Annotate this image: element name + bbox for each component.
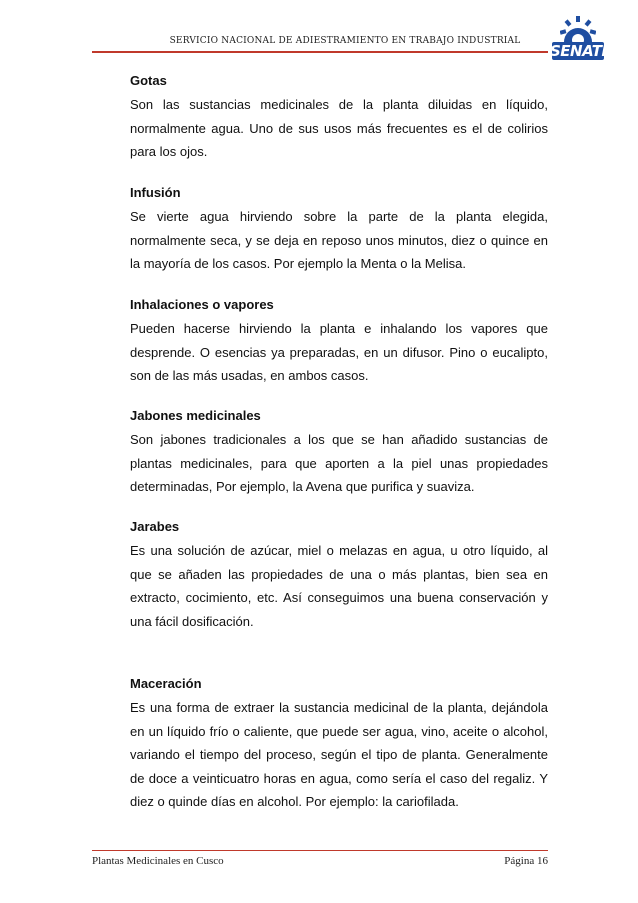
section-body: Son las sustancias medicinales de la planta diluidas en líquido, normalmente agua. Uno de sus usos más frecuentes es el de colirios para los ojos.: [130, 97, 548, 159]
section-title: Jabones medicinales: [130, 408, 261, 423]
section-title: Gotas: [130, 73, 167, 88]
section-gotas: [130, 72, 548, 164]
section-title: Maceración: [130, 676, 202, 691]
section-body: Es una solución de azúcar, miel o melazas en agua, u otro líquido, al que se añaden las propiedades de una o más plantas, bien sea en extracto, cocimiento, etc. Así conseguimos una buena conservación y una fácil dosificación.: [130, 543, 548, 629]
section-title: Inhalaciones o vapores: [130, 297, 274, 312]
senati-logo: [550, 14, 606, 64]
section-infusion: [130, 184, 548, 276]
logo-wordmark: SENATI: [550, 42, 607, 60]
section-title: Infusión: [130, 185, 181, 200]
section-body: Es una forma de extraer la sustancia medicinal de la planta, dejándola en un líquido frío o caliente, que puede ser agua, vino, aceite o alcohol, variando el tiempo del proceso, según el tipo de planta. Generalmente de doce a veinticuatro horas en agua, como sería el caso del regaliz. Y diez o quinde días en alcohol. Por ejemplo: la cariofilada.: [130, 700, 548, 809]
section-jarabes: [130, 518, 548, 633]
section-body: Son jabones tradicionales a los que se han añadido sustancias de plantas medicinales, para que aporten a la piel unas propiedades determinadas, Por ejemplo, la Avena que purifica y suaviza.: [130, 432, 548, 494]
section-body: Pueden hacerse hirviendo la planta e inhalando los vapores que desprende. O esencias ya preparadas, en un difusor. Pino o eucalipto, son de las más usadas, en ambos casos.: [130, 321, 548, 383]
section-maceracion: [130, 675, 548, 814]
section-title: Jarabes: [130, 519, 180, 534]
section-inhalaciones: [130, 296, 548, 388]
section-body: Se vierte agua hirviendo sobre la parte de la planta elegida, normalmente seca, y se deja en reposo unos minutos, diez o quince en la mayoría de los casos. Por ejemplo la Menta o la Melisa.: [130, 209, 548, 271]
footer-document-title: Plantas Medicinales en Cusco: [92, 855, 224, 867]
header-divider: [92, 51, 548, 53]
footer-divider: [92, 850, 548, 851]
page-number: Página 16: [504, 855, 548, 867]
header-title: SERVICIO NACIONAL DE ADIESTRAMIENTO EN TRABAJO INDUSTRIAL: [169, 36, 521, 46]
gear-icon: [560, 16, 596, 42]
section-jabones: [130, 407, 548, 499]
